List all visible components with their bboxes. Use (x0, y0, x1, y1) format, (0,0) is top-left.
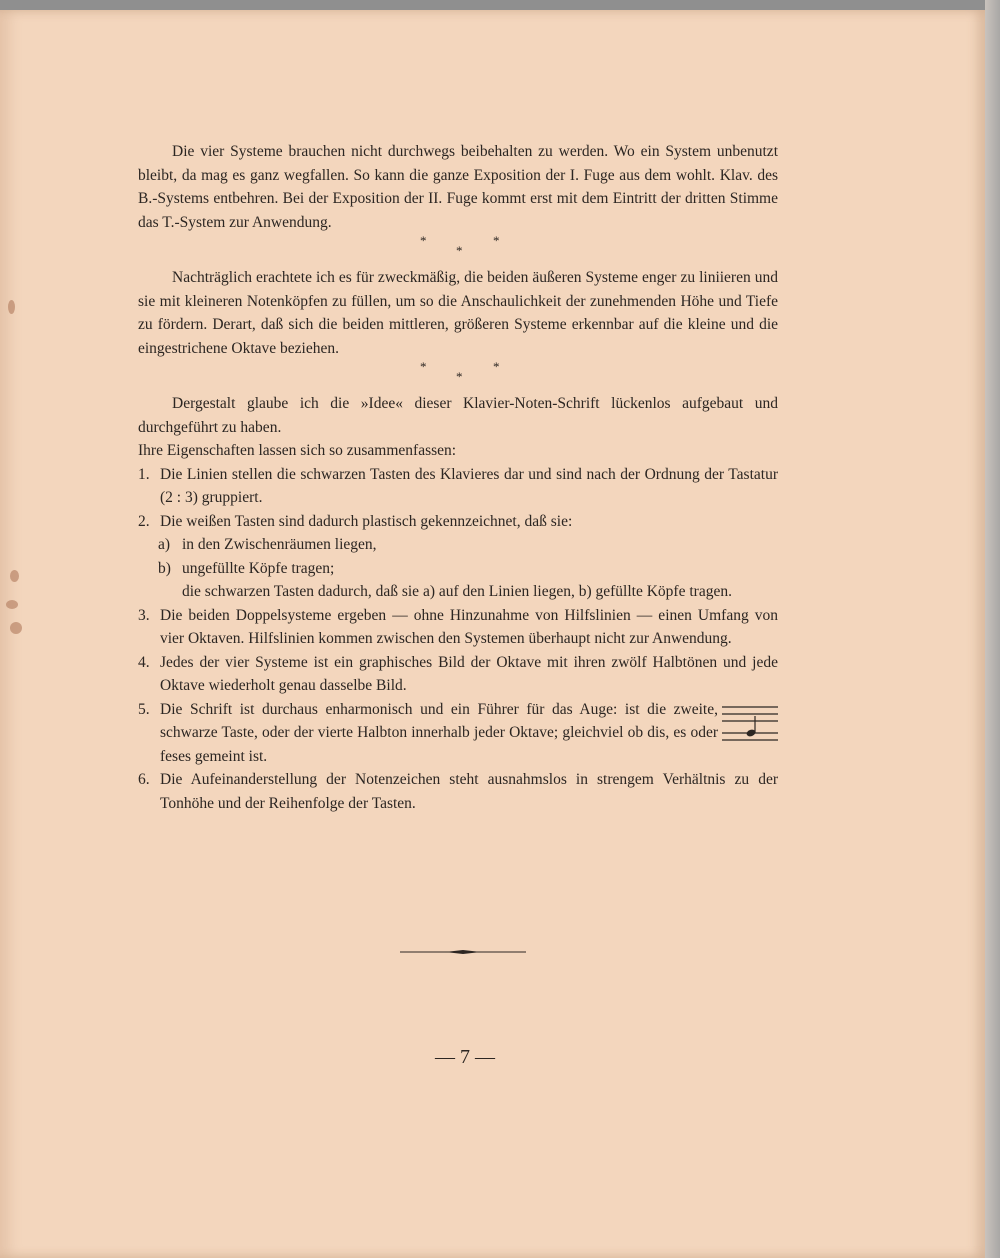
paragraph-outer-systems: Nachträglich erachtete ich es für zweckmäßig, die beiden äußeren Systeme enger zu liniieren und sie mit kleineren Notenköpfen zu füllen, um so die Anschaulichkeit der zunehmenden Höhe und Tiefe zu fördern. Derart, daß sich die beiden mittleren, größeren Systeme erkennbar auf die kleine und die eingestrichene Oktave beziehen. (138, 269, 778, 357)
foxing-stain (10, 570, 19, 582)
list-item-1 (138, 463, 778, 510)
asterisk: * (420, 233, 427, 248)
page-number: — 7 — (435, 1046, 495, 1068)
paragraph-idea: Dergestalt glaube ich die »Idee« dieser Klavier-Noten-Schrift lückenlos aufgebaut und durchgeführt zu haben. (138, 395, 778, 436)
list-text: Die Linien stellen die schwarzen Tasten des Klavieres dar und sind nach der Ordnung der Tastatur (2 : 3) gruppiert. (160, 465, 778, 506)
paragraph-systems: Die vier Systeme brauchen nicht durchwegs beibehalten zu werden. Wo ein System unbenutzt bleibt, da mag es ganz wegfallen. So kann die ganze Exposition der I. Fuge aus dem wohlt. Klav. des B.-Systems entbehren. Bei der Exposition der II. Fuge kommt erst mit dem Eintritt der dritten Stimme das T.-System zur Anwendung. (138, 143, 778, 231)
asterisk: * (420, 359, 427, 374)
asterisk: * (493, 359, 500, 374)
foxing-stain (8, 300, 15, 314)
list-text: Jedes der vier Systeme ist ein graphisches Bild der Oktave mit ihren zwölf Halbtönen und jede Oktave wiederholt genau dasselbe Bild. (160, 653, 778, 694)
foxing-stain (6, 600, 18, 609)
list-item-4 (138, 651, 778, 698)
sub-text: in den Zwischenräumen liegen, (182, 536, 377, 553)
ornamental-rule-icon (400, 948, 526, 956)
asterisk: * (456, 243, 463, 258)
list-item-2 (138, 510, 778, 534)
document-page (0, 10, 985, 1258)
list-number: 1. (138, 465, 150, 483)
list-number: 6. (138, 771, 150, 788)
music-staff-icon (722, 704, 778, 744)
list-number: 4. (138, 653, 150, 671)
list-text: Die Schrift ist durchaus enharmonisch und ein Führer für das Auge: ist die zweite, schwarze Taste, oder der vierte Halbton innerhalb jeder Oktave; gleichviel ob dis, es oder feses gemeint ist. (160, 700, 718, 765)
list-item-3 (138, 604, 778, 651)
page-edge (985, 0, 1000, 1258)
asterism-separator (138, 358, 778, 392)
list-text: Die weißen Tasten sind dadurch plastisch gekennzeichnet, daß sie: (160, 512, 573, 530)
list-number: 3. (138, 606, 150, 624)
asterisk: * (456, 369, 463, 384)
asterism-separator (138, 232, 778, 266)
list-number: 5. (138, 700, 150, 718)
list-item-6 (138, 768, 778, 815)
sub-note: die schwarzen Tasten dadurch, daß sie a) auf den Linien liegen, b) gefüllte Köpfe tragen. (182, 583, 732, 600)
sub-label: b) (158, 559, 171, 577)
asterisk: * (493, 233, 500, 248)
list-number: 2. (138, 512, 150, 530)
foxing-stain (10, 622, 22, 634)
list-text: Die beiden Doppelsysteme ergeben — ohne Hinzunahme von Hilfslinien — einen Umfang von vier Oktaven. Hilfslinien kommen zwischen den Systemen überhaupt nicht zur Anwendung. (160, 606, 778, 647)
list-item-5 (138, 698, 778, 769)
list-intro: Ihre Eigenschaften lassen sich so zusammenfassen: (138, 442, 457, 459)
sub-item-a (138, 533, 778, 557)
list-text: Die Aufeinanderstellung der Notenzeichen steht ausnahmslos in strengem Verhältnis zu der Tonhöhe und der Reihenfolge der Tasten. (160, 771, 778, 812)
sub-item-b (138, 557, 778, 581)
page-text (138, 140, 778, 815)
sub-label: a) (158, 536, 171, 553)
sub-text: ungefüllte Köpfe tragen; (182, 559, 335, 577)
